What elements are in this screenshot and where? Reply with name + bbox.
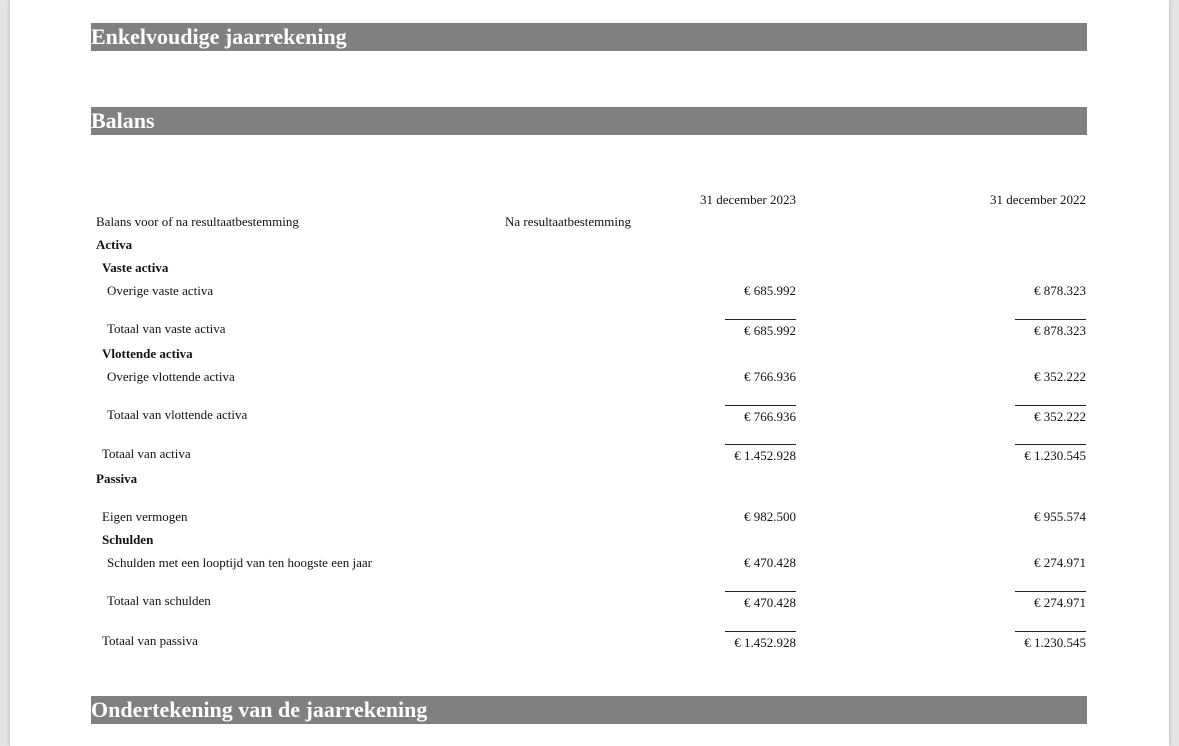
value-2022-totaal-vlottende-activa: € 352.222 — [1034, 409, 1086, 424]
row-label-totaal-activa: Totaal van activa — [102, 446, 191, 461]
row-label-vaste-activa: Vaste activa — [102, 260, 169, 275]
meta-label: Balans voor of na resultaatbestemming — [96, 214, 299, 229]
row-label-totaal-passiva: Totaal van passiva — [102, 633, 198, 648]
row-label-totaal-vaste-activa: Totaal van vaste activa — [107, 321, 226, 336]
value-2023-schulden-kort: € 470.428 — [744, 555, 796, 570]
value-2022-totaal-vaste-activa: € 878.323 — [1034, 323, 1086, 338]
value-2023-totaal-vlottende-activa: € 766.936 — [744, 409, 796, 424]
value-2023-eigen-vermogen: € 982.500 — [744, 509, 796, 524]
total-rule — [725, 444, 796, 445]
row-label-schulden: Schulden — [102, 532, 154, 547]
subtotal-rule — [1015, 405, 1086, 406]
value-2022-totaal-passiva: € 1.230.545 — [1024, 635, 1086, 650]
row-label-activa: Activa — [96, 237, 133, 252]
subtotal-rule — [725, 405, 796, 406]
value-2022-totaal-schulden: € 274.971 — [1034, 595, 1086, 610]
row-label-totaal-schulden: Totaal van schulden — [107, 593, 211, 608]
row-label-vlottende-activa: Vlottende activa — [102, 346, 193, 361]
value-2023-totaal-passiva: € 1.452.928 — [734, 635, 796, 650]
subtotal-rule — [725, 591, 796, 592]
value-2022-overige-vlottende-activa: € 352.222 — [1034, 369, 1086, 384]
row-label-passiva: Passiva — [96, 471, 138, 486]
section-heading-balans: Balans — [91, 107, 1087, 135]
subtotal-rule — [1015, 319, 1086, 320]
value-2023-totaal-vaste-activa: € 685.992 — [744, 323, 796, 338]
value-2022-totaal-activa: € 1.230.545 — [1024, 448, 1086, 463]
row-label-eigen-vermogen: Eigen vermogen — [102, 509, 188, 524]
section-heading-enkelvoudige-jaarrekening: Enkelvoudige jaarrekening — [91, 23, 1087, 51]
value-2023-overige-vlottende-activa: € 766.936 — [744, 369, 796, 384]
value-2022-eigen-vermogen: € 955.574 — [1034, 509, 1086, 524]
meta-value: Na resultaatbestemming — [505, 214, 631, 229]
column-header-2023: 31 december 2023 — [699, 192, 796, 207]
column-header-2022: 31 december 2022 — [989, 192, 1086, 207]
subtotal-rule — [725, 319, 796, 320]
document-page — [10, 0, 1169, 746]
section-heading-ondertekening: Ondertekening van de jaarrekening — [91, 696, 1087, 724]
row-label-schulden-kort: Schulden met een looptijd van ten hoogste een jaar — [107, 555, 372, 570]
total-rule — [1015, 444, 1086, 445]
row-label-totaal-vlottende-activa: Totaal van vlottende activa — [107, 407, 248, 422]
value-2023-overige-vaste-activa: € 685.992 — [744, 283, 796, 298]
row-label-overige-vaste-activa: Overige vaste activa — [107, 283, 214, 298]
value-2022-overige-vaste-activa: € 878.323 — [1034, 283, 1086, 298]
subtotal-rule — [1015, 591, 1086, 592]
value-2023-totaal-activa: € 1.452.928 — [734, 448, 796, 463]
total-rule — [725, 631, 796, 632]
value-2022-schulden-kort: € 274.971 — [1034, 555, 1086, 570]
total-rule — [1015, 631, 1086, 632]
value-2023-totaal-schulden: € 470.428 — [744, 595, 796, 610]
row-label-overige-vlottende-activa: Overige vlottende activa — [107, 369, 235, 384]
